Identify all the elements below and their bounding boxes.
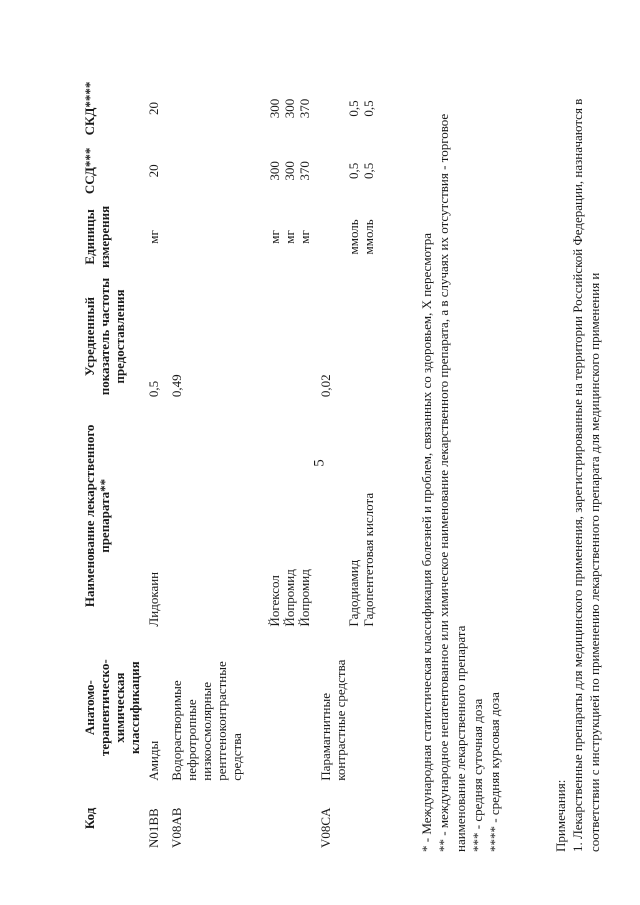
row-skd xyxy=(163,77,314,140)
row-frequency: 0,5 xyxy=(146,380,161,398)
drug-name: Йопромид xyxy=(297,569,312,627)
remarks xyxy=(552,52,603,852)
remarks-title: Примечания: xyxy=(553,779,568,852)
row-ssd xyxy=(144,140,163,202)
drug-unit: мг xyxy=(282,230,297,244)
footnotes xyxy=(418,52,503,852)
drug-name: Лидокаин xyxy=(146,571,161,627)
table-row xyxy=(163,77,314,852)
drug-table xyxy=(80,77,378,852)
header-frequency: Усредненный показатель частоты предоставления xyxy=(82,277,127,396)
row-drug-names xyxy=(144,401,163,630)
spacer xyxy=(169,206,267,268)
row-units xyxy=(163,202,314,272)
row-skd xyxy=(314,77,378,140)
row-drug-names xyxy=(163,401,314,630)
spacer xyxy=(318,206,346,268)
drug-skd: 0,5 xyxy=(346,100,361,117)
row-code: V08CA xyxy=(318,807,333,848)
row-drug-names xyxy=(311,401,378,630)
row-code: N01BB xyxy=(146,808,161,848)
header-unit: Единицы измерения xyxy=(82,205,112,268)
drug-ssd: 300 xyxy=(282,161,297,181)
drug-ssd: 20 xyxy=(146,164,161,178)
drug-name: Йопромид xyxy=(282,569,297,627)
drug-skd: 370 xyxy=(297,98,312,119)
header-atc: Анатомо-терапевтическо-химическая классификация xyxy=(82,659,142,757)
row-atc: Водорастворимые нефротропные низкоосмолярные рентгеноконтрастные средства xyxy=(169,661,244,781)
row-skd xyxy=(144,77,163,140)
row-atc: Парамагнитные контрастные средства xyxy=(318,659,348,781)
drug-skd: 20 xyxy=(146,101,161,115)
footnote: ** - международное непатентованное или химическое наименование лекарственного препарата, а в случаях их отсутствия - торговое наименование лекарственного препарата xyxy=(436,113,468,852)
drug-unit: ммоль xyxy=(361,219,376,255)
drug-name: Гадодиамид xyxy=(346,559,361,627)
drug-unit: мг xyxy=(146,230,161,244)
rotated-page xyxy=(80,52,625,852)
row-frequency: 0,02 xyxy=(318,374,333,398)
row-units xyxy=(144,202,163,272)
drug-unit: мг xyxy=(297,230,312,244)
header-ssd: ССД*** xyxy=(82,147,97,195)
spacer xyxy=(318,81,346,136)
spacer xyxy=(169,405,267,626)
footnote: **** - средняя курсовая доза xyxy=(487,692,502,852)
row-ssd xyxy=(163,140,314,202)
drug-ssd: 370 xyxy=(297,161,312,181)
header-skd: СКД**** xyxy=(82,81,97,136)
spacer xyxy=(318,144,346,198)
spacer xyxy=(169,81,267,136)
row-code: V08AB xyxy=(169,807,184,848)
drug-name: Йогексол xyxy=(267,575,282,627)
table-header-row xyxy=(80,77,144,852)
row-ssd xyxy=(314,140,378,202)
drug-skd: 300 xyxy=(267,98,282,119)
drug-skd: 300 xyxy=(282,98,297,119)
drug-skd: 0,5 xyxy=(361,100,376,117)
drug-unit: мг xyxy=(267,230,282,244)
table-row xyxy=(144,77,163,852)
drug-ssd: 300 xyxy=(267,161,282,181)
spacer xyxy=(169,144,267,198)
row-frequency: 0,49 xyxy=(169,374,184,398)
header-name: Наименование лекарственного препарата** xyxy=(82,424,112,608)
remark-item: 1. Лекарственные препараты для медицинского применения, зарегистрированные на территории Российской Федерации, назначаются в соответствии с инструкцией по применению лекарственного препарата для медицинского применения и xyxy=(570,98,602,852)
footnote: *** - средняя суточная доза xyxy=(470,698,485,852)
table-row xyxy=(314,77,378,852)
drug-ssd: 0,5 xyxy=(361,162,376,179)
footnote: * - Международная статистическая классификация болезней и проблем, связанных со здоровьем, X пересмотра xyxy=(419,233,434,852)
drug-unit: ммоль xyxy=(346,219,361,255)
row-atc: Амиды xyxy=(146,740,161,781)
row-units xyxy=(314,202,378,272)
spacer xyxy=(318,405,346,626)
page-number: 5 xyxy=(311,459,328,467)
drug-ssd: 0,5 xyxy=(346,162,361,179)
header-code: Код xyxy=(82,807,97,830)
drug-name: Гадопентетовая кислота xyxy=(361,492,376,627)
